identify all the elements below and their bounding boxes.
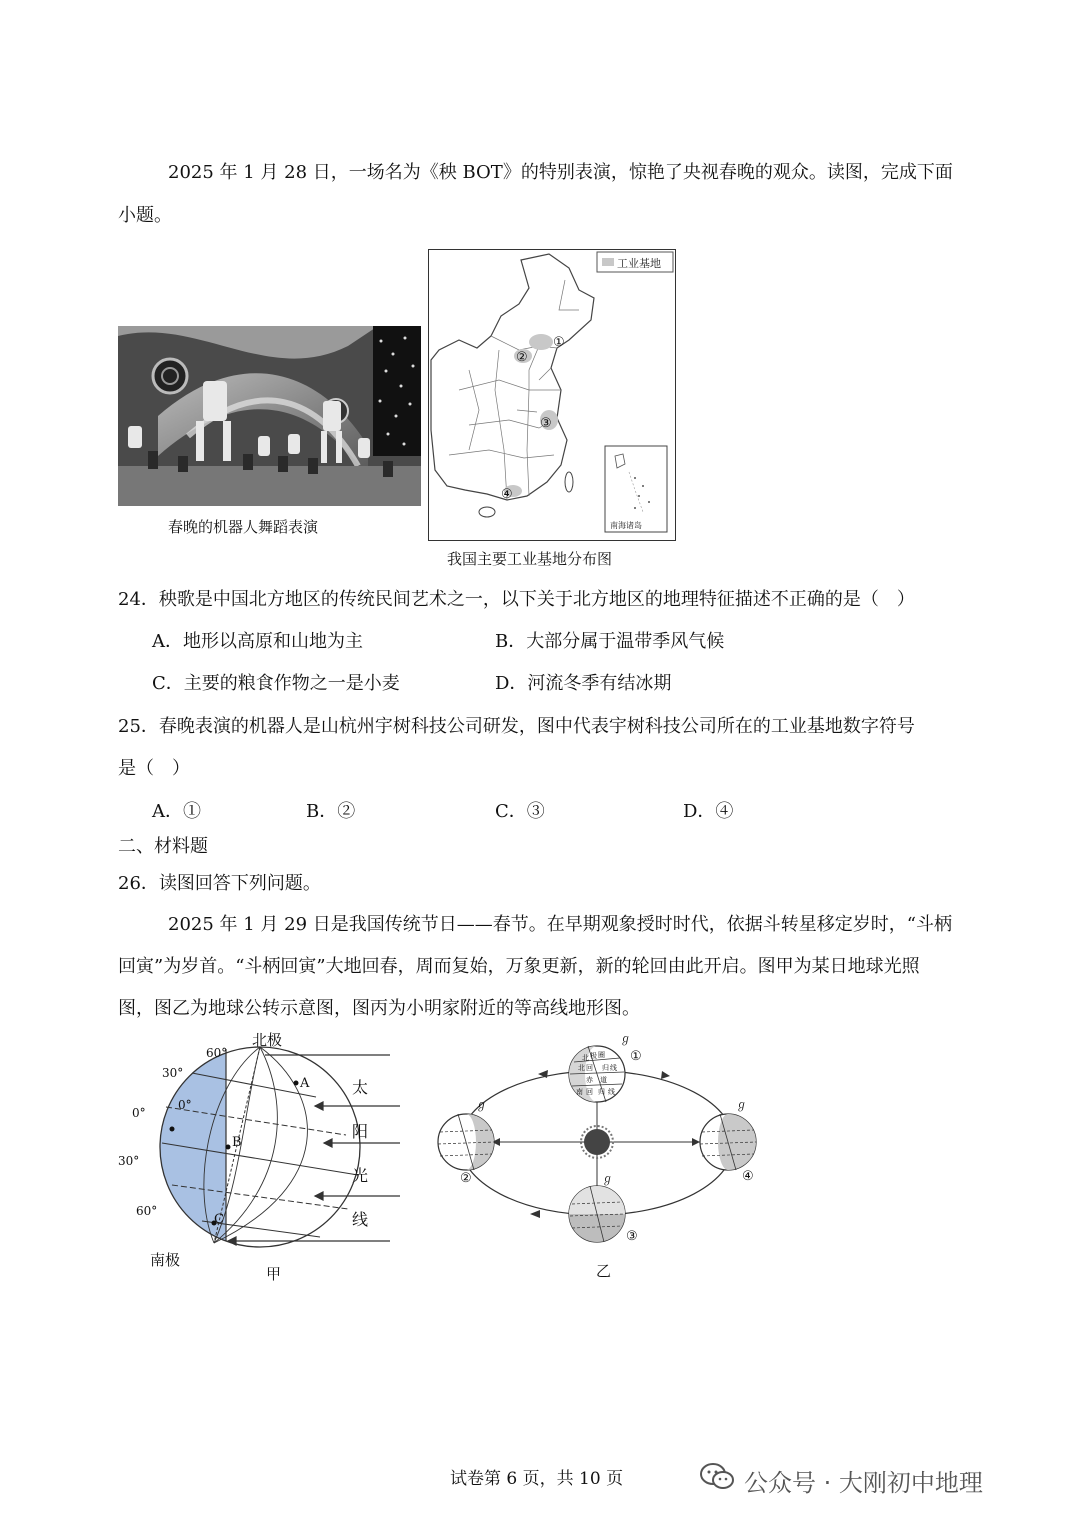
- sunlight-char-1: 太: [352, 1078, 369, 1097]
- q25-stem-line-1: 25．春晚表演的机器人是山杭州宇树科技公司研发，图中代表宇树科技公司所在的工业基地数字符号: [118, 716, 915, 737]
- robot-dance-photo: [118, 326, 421, 506]
- svg-text:ℊ: ℊ: [736, 1098, 747, 1111]
- earth-position-4: [700, 1098, 756, 1170]
- page-info: 试卷第 6 页，共 10 页: [450, 1469, 624, 1489]
- globe-text-13: 线: [608, 1088, 615, 1096]
- map-marker-2: ②: [516, 350, 528, 365]
- position-label-4: ④: [742, 1169, 754, 1184]
- sunlight-char-4: 线: [352, 1210, 369, 1229]
- svg-text:ℊ: ℊ: [476, 1098, 487, 1111]
- q25-option-d[interactable]: D．④: [683, 801, 734, 822]
- wechat-icon-drawing: [700, 1462, 734, 1492]
- lat-0-inner-label: 0°: [178, 1098, 192, 1112]
- earth-position-2: [438, 1098, 494, 1170]
- globe-text-5: 回: [586, 1064, 593, 1072]
- map-marker-1: ①: [553, 335, 565, 350]
- figure-jia-caption: 甲: [266, 1265, 282, 1283]
- globe-text-2: 极: [590, 1052, 597, 1060]
- map-marker-4: ④: [501, 487, 513, 502]
- figure-jia-illumination: [110, 1025, 410, 1290]
- q24-option-d[interactable]: D．河流冬季有结冰期: [495, 673, 672, 694]
- point-a-label: A: [300, 1076, 310, 1091]
- q24-option-c[interactable]: C．主要的粮食作物之一是小麦: [152, 673, 400, 694]
- legend-swatch: [602, 258, 614, 266]
- lat-60s-label: 60°: [136, 1204, 158, 1218]
- globe-text-9: 道: [600, 1076, 607, 1084]
- position-label-3: ③: [626, 1229, 638, 1244]
- q26-stem: 26．读图回答下列问题。: [118, 873, 321, 894]
- svg-text:ℊ: ℊ: [602, 1172, 613, 1185]
- lat-0-label: 0°: [132, 1106, 146, 1120]
- map-inset-label: 南海诸岛: [610, 521, 642, 530]
- sunlight-char-2: 阳: [352, 1122, 369, 1141]
- photo-caption: 春晚的机器人舞蹈表演: [168, 518, 319, 536]
- point-c-label: C: [214, 1212, 224, 1227]
- q24-stem: 24．秧歌是中国北方地区的传统民间艺术之一，以下关于北方地区的地理特征描述不正确的是（ ）: [118, 589, 915, 610]
- china-map-drawing: [429, 250, 675, 540]
- q24-option-b[interactable]: B．大部分属于温带季风气候: [495, 631, 725, 652]
- map-marker-3: ③: [540, 416, 552, 431]
- north-pole-label: 北极: [252, 1031, 283, 1049]
- q26-para-line-1: 2025 年 1 月 29 日是我国传统节日——春节。在早期观象授时时代，依据斗转星移定岁时，“斗柄: [168, 914, 952, 935]
- globe-text-11: 回: [586, 1088, 593, 1096]
- watermark-text: 公众号 · 大刚初中地理: [744, 1469, 983, 1497]
- map-legend-label: 工业基地: [617, 257, 661, 270]
- globe-text-12: 归: [598, 1088, 605, 1096]
- q25-option-b[interactable]: B．②: [306, 801, 356, 822]
- industrial-base-map: [428, 249, 676, 541]
- figure-yi-revolution: [430, 1030, 770, 1285]
- svg-text:ℊ: ℊ: [620, 1032, 631, 1045]
- point-b-dot: [226, 1145, 231, 1150]
- lat-30n-label: 30°: [162, 1066, 184, 1080]
- position-label-1: ①: [630, 1049, 642, 1064]
- figure-yi-caption: 乙: [596, 1262, 612, 1280]
- map-caption: 我国主要工业基地分布图: [447, 550, 613, 568]
- point-a-dot: [294, 1081, 299, 1086]
- lat-60n-label: 60°: [206, 1046, 228, 1060]
- intro-line-2: 小题。: [118, 205, 172, 226]
- point-b-label: B: [232, 1135, 242, 1150]
- globe-text-8: 赤: [586, 1076, 593, 1084]
- map-inset: [605, 446, 667, 532]
- q26-para-line-2: 回寅”为岁首。“斗柄回寅”大地回春，周而复始，万象更新，新的轮回由此开启。图甲为某日地球光照: [118, 956, 920, 977]
- sun: [584, 1129, 610, 1155]
- sunlight-char-3: 光: [352, 1166, 369, 1185]
- robot-dance-photo-drawing: [118, 326, 421, 506]
- q25-option-a[interactable]: A．①: [152, 801, 201, 822]
- section-2-title: 二、材料题: [118, 836, 208, 857]
- globe-text-6: 归: [602, 1064, 609, 1072]
- globe-text-4: 北: [578, 1064, 585, 1072]
- globe-text-1: 北: [582, 1054, 589, 1062]
- q25-option-c[interactable]: C．③: [495, 801, 545, 822]
- lat-30s-label: 30°: [118, 1154, 140, 1168]
- q25-stem-line-2: 是（ ）: [118, 758, 190, 779]
- q24-option-a[interactable]: A．地形以高原和山地为主: [152, 631, 363, 652]
- globe-text-7: 线: [610, 1064, 617, 1072]
- wechat-icon: [700, 1462, 734, 1492]
- earth-position-1: [569, 1032, 631, 1102]
- position-label-2: ②: [460, 1171, 472, 1186]
- south-pole-label: 南极: [150, 1251, 181, 1269]
- globe-text-10: 南: [576, 1088, 583, 1096]
- globe-text-3: 圈: [598, 1051, 605, 1059]
- q26-para-line-3: 图，图乙为地球公转示意图，图丙为小明家附近的等高线地形图。: [118, 998, 640, 1019]
- intro-line-1: 2025 年 1 月 28 日，一场名为《秧 BOT》的特别表演，惊艳了央视春晚的观众。读图，完成下面: [168, 162, 953, 183]
